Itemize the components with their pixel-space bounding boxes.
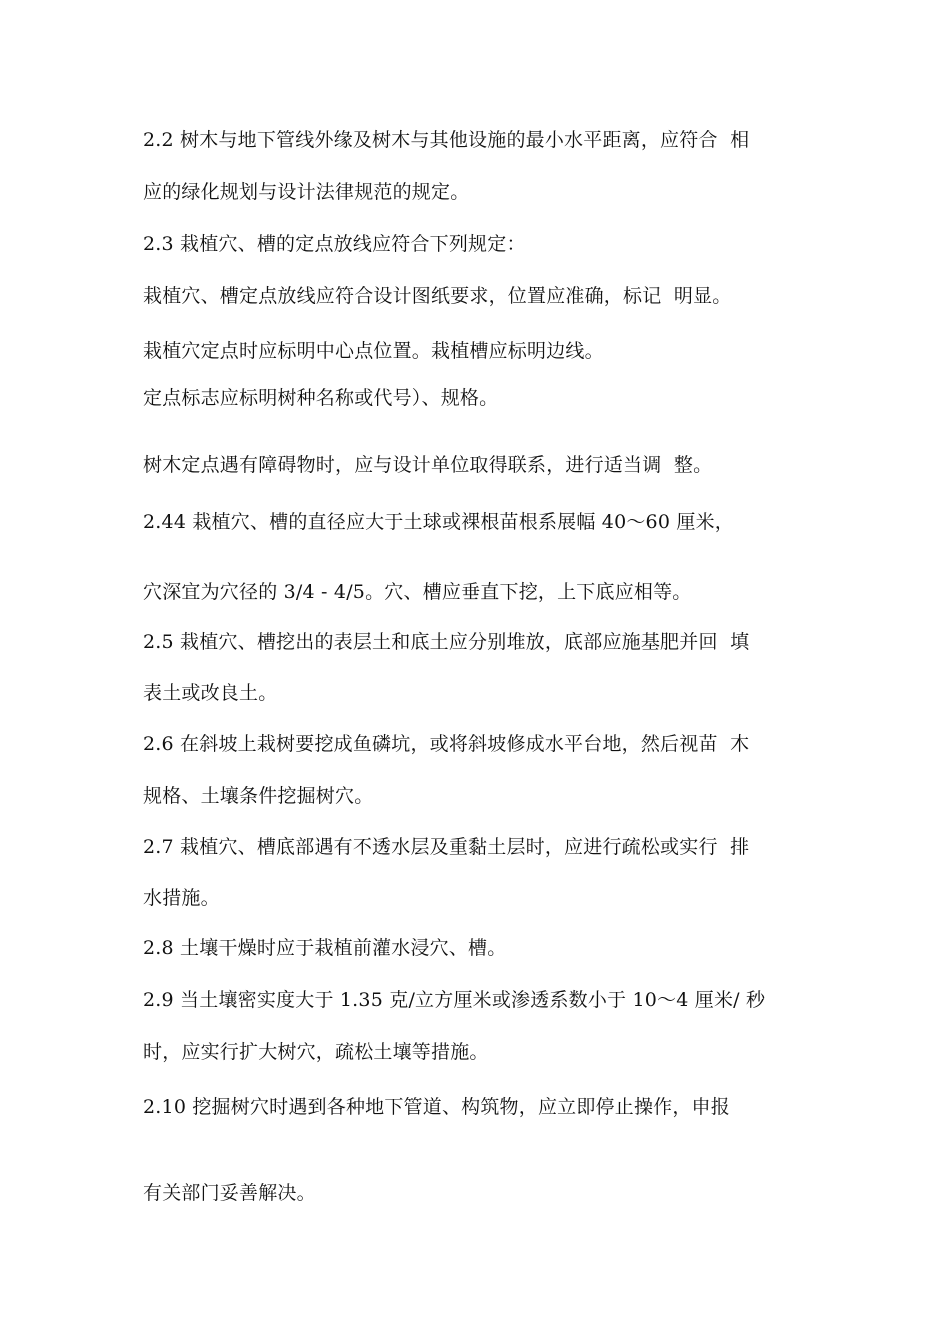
text-line-2-3-item-2: 栽植穴定点时应标明中心点位置。栽植槽应标明边线。: [143, 340, 604, 362]
text-line-2-9-b: 时，应实行扩大树穴，疏松土壤等措施。: [143, 1041, 489, 1063]
text-line-2-3: 2.3 栽植穴、槽的定点放线应符合下列规定：: [143, 233, 526, 255]
text-line-2-10-a: 2.10 挖掘树穴时遇到各种地下管道、构筑物，应立即停止操作，申报: [143, 1096, 730, 1118]
text-line-2-5-b: 表土或改良土。: [143, 682, 278, 704]
text-line-2-9-a: 2.9 当土壤密实度大于 1.35 克/立方厘米或渗透系数小于 10〜4 厘米/ 秒: [143, 989, 766, 1011]
text-line-2-2-a: 2.2 树木与地下管线外缘及树木与其他设施的最小水平距离，应符合 相: [143, 129, 750, 151]
text-line-2-7-b: 水措施。: [143, 887, 220, 909]
text-line-2-3-item-1: 栽植穴、槽定点放线应符合设计图纸要求，位置应准确，标记 明显。: [143, 285, 732, 307]
text-line-2-44-b: 穴深宜为穴径的 3/4 - 4/5。穴、槽应垂直下挖，上下底应相等。: [143, 581, 692, 603]
text-line-2-44-a: 2.44 栽植穴、槽的直径应大于土球或裸根苗根系展幅 40〜60 厘米，: [143, 511, 734, 533]
text-line-2-8: 2.8 土壤干燥时应于栽植前灌水浸穴、槽。: [143, 937, 507, 959]
text-line-2-2-b: 应的绿化规划与设计法律规范的规定。: [143, 181, 470, 203]
text-line-2-3-item-4: 树木定点遇有障碍物时，应与设计单位取得联系，进行适当调 整。: [143, 454, 713, 476]
text-line-2-6-a: 2.6 在斜坡上栽树要挖成鱼磷坑，或将斜坡修成水平台地，然后视苗 木: [143, 733, 750, 755]
text-line-2-6-b: 规格、土壤条件挖掘树穴。: [143, 785, 374, 807]
text-line-2-7-a: 2.7 栽植穴、槽底部遇有不透水层及重黏土层时，应进行疏松或实行 排: [143, 836, 750, 858]
text-line-2-10-b: 有关部门妥善解决。: [143, 1182, 316, 1204]
text-line-2-3-item-3: 定点标志应标明树种名称或代号）、规格。: [143, 387, 499, 409]
text-line-2-5-a: 2.5 栽植穴、槽挖出的表层土和底土应分别堆放，底部应施基肥并回 填: [143, 631, 750, 653]
